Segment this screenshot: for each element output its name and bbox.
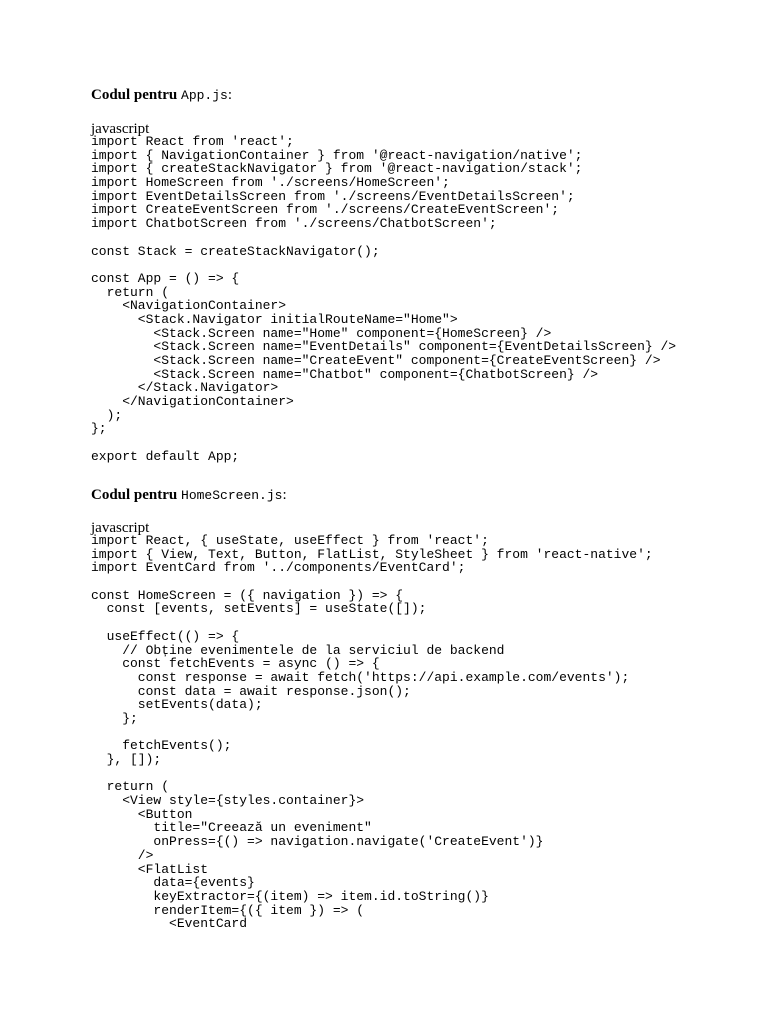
code-line: import EventDetailsScreen from './screens/EventDetailsScreen'; — [91, 188, 575, 204]
code-line: }, []); — [91, 752, 162, 767]
code-line: const HomeScreen = ({ navigation }) => { — [91, 587, 404, 603]
code-line: <Stack.Screen name="Home" component={HomeScreen} /> — [91, 325, 552, 341]
code-line: onPress={() => navigation.navigate('CreateEvent')} — [91, 834, 544, 850]
code-line: import { NavigationContainer } from '@react-navigation/native'; — [91, 147, 583, 163]
section-heading-app-js — [91, 86, 232, 105]
code-line: data={events} — [91, 875, 255, 891]
code-line — [91, 616, 653, 630]
code-line: import EventCard from '../components/EventCard'; — [91, 560, 466, 576]
code-line: const fetchEvents = async () => { — [91, 656, 380, 672]
code-line: const [events, setEvents] = useState([]); — [91, 601, 427, 617]
code-line: title="Creează un eveniment" — [91, 820, 372, 836]
code-line: import HomeScreen from './screens/HomeScreen'; — [91, 175, 450, 191]
code-line: renderItem={({ item }) => ( — [91, 902, 365, 918]
heading-filename: App.js — [181, 88, 228, 103]
code-language-label: javascript — [91, 520, 150, 536]
code-block-app-js — [91, 135, 676, 464]
code-line: <View style={styles.container}> — [91, 793, 365, 809]
code-line: <FlatList — [91, 861, 209, 877]
code-block-homescreen-js — [91, 534, 653, 931]
code-line — [91, 258, 676, 272]
code-line — [91, 231, 676, 245]
code-line: return ( — [91, 284, 170, 300]
code-line: <Button — [91, 806, 193, 822]
code-language-label: javascript — [91, 121, 150, 137]
code-line: setEvents(data); — [91, 697, 263, 713]
code-line — [91, 575, 653, 589]
code-line: <Stack.Screen name="CreateEvent" component={CreateEventScreen} /> — [91, 353, 661, 368]
heading-label: Codul pentru — [91, 87, 178, 103]
code-line: keyExtractor={(item) => item.id.toString()} — [91, 888, 489, 904]
code-line — [91, 767, 653, 781]
code-line: <NavigationContainer> — [91, 298, 287, 314]
code-line: }; — [91, 421, 107, 437]
code-line: <Stack.Navigator initialRouteName="Home"> — [91, 311, 458, 327]
section-heading-homescreen-js — [91, 486, 287, 505]
code-line: fetchEvents(); — [91, 738, 232, 754]
code-line: // Obține evenimentele de la serviciul de backend — [91, 642, 505, 658]
code-line: import React, { useState, useEffect } from 'react'; — [91, 533, 489, 548]
code-line: const Stack = createStackNavigator(); — [91, 243, 380, 259]
code-line: const response = await fetch('https://api.example.com/events'); — [91, 669, 630, 685]
code-line: </Stack.Navigator> — [91, 380, 279, 396]
code-line: return ( — [91, 779, 170, 795]
code-line: <EventCard — [91, 916, 248, 932]
code-line: export default App; — [91, 448, 240, 464]
code-line: const App = () => { — [91, 270, 240, 286]
heading-label: Codul pentru — [91, 487, 178, 503]
code-line — [91, 726, 653, 740]
code-line: </NavigationContainer> — [91, 394, 294, 410]
code-line: <Stack.Screen name="EventDetails" component={EventDetailsScreen} /> — [91, 339, 677, 355]
code-line: import React from 'react'; — [91, 134, 294, 149]
code-line: import { createStackNavigator } from '@react-navigation/stack'; — [91, 161, 583, 177]
code-line: }; — [91, 710, 138, 726]
code-line — [91, 436, 676, 450]
heading-suffix: : — [282, 487, 287, 503]
code-line: useEffect(() => { — [91, 628, 240, 644]
heading-suffix: : — [227, 87, 233, 103]
code-line: ); — [91, 407, 123, 423]
code-line: import ChatbotScreen from './screens/ChatbotScreen'; — [91, 216, 497, 232]
code-line: import CreateEventScreen from './screens/CreateEventScreen'; — [91, 202, 560, 218]
code-line: const data = await response.json(); — [91, 683, 411, 699]
code-line: <Stack.Screen name="Chatbot" component={ChatbotScreen} /> — [91, 366, 599, 382]
code-line: /> — [91, 847, 154, 863]
heading-filename: HomeScreen.js — [181, 488, 283, 503]
code-line: import { View, Text, Button, FlatList, StyleSheet } from 'react-native'; — [91, 546, 653, 562]
